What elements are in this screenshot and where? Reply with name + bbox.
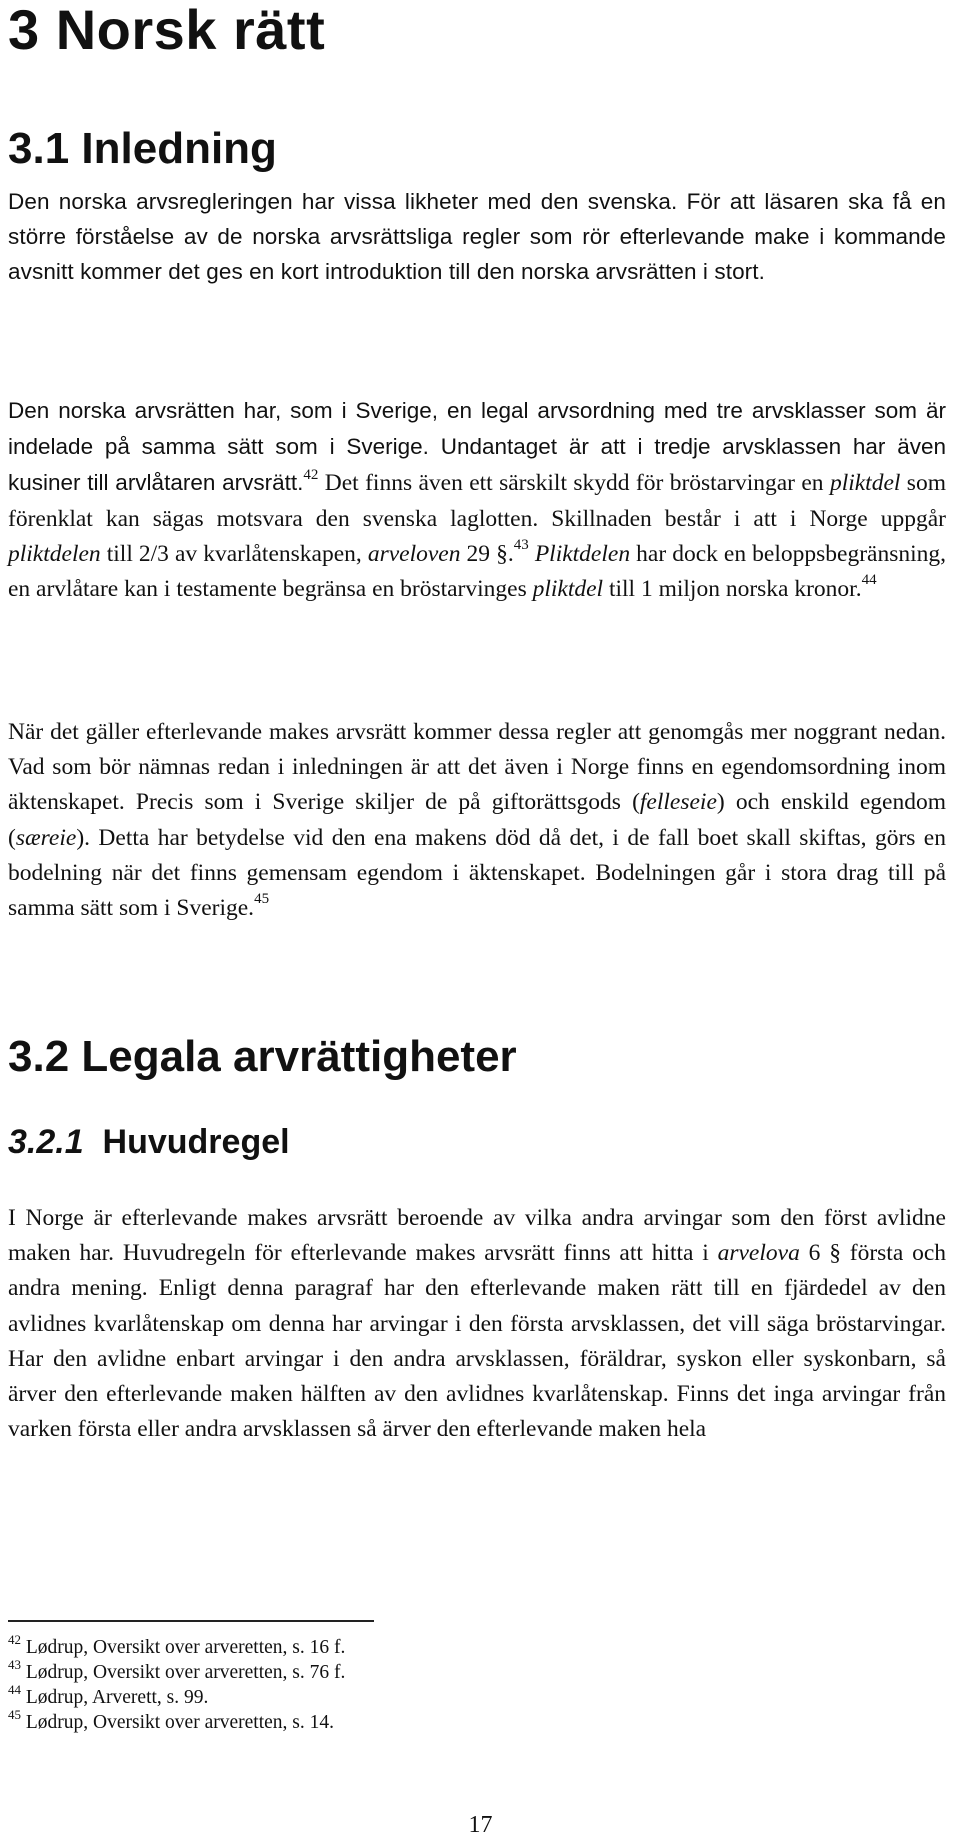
footnote-43 bbox=[8, 1656, 346, 1685]
paragraph-egendomsordning bbox=[8, 715, 946, 926]
footnote-number: 45 bbox=[8, 1706, 21, 1722]
italic-term: Pliktdelen bbox=[534, 540, 631, 567]
text-run: har dock en beloppsbegränsning, en arvlåtare kan i testamente begränsa en bröstarvinges bbox=[8, 540, 947, 603]
text-run: till 1 miljon norska kronor. bbox=[603, 576, 862, 603]
footnote-ref-43[interactable]: 43 bbox=[513, 536, 529, 553]
italic-term: pliktdelen bbox=[8, 540, 101, 567]
footnote-ref-44[interactable]: 44 bbox=[861, 572, 877, 589]
footnote-number: 44 bbox=[8, 1681, 21, 1697]
subsection-title: Huvudregel bbox=[102, 1123, 290, 1161]
footnote-number: 42 bbox=[8, 1631, 21, 1647]
paragraph-arvsordning bbox=[8, 393, 946, 607]
section-heading-3-2: 3.2 Legala arvrättigheter bbox=[8, 1032, 517, 1081]
footnote-44 bbox=[8, 1681, 209, 1710]
text-run: 29 §. bbox=[460, 540, 514, 567]
italic-term: felleseie bbox=[639, 789, 717, 816]
text-run: som förenklat kan sägas motsvara den svenska laglotten. bbox=[8, 470, 946, 532]
footnote-text: Lødrup, Oversikt over arveretten, s. 14. bbox=[25, 1712, 334, 1733]
footnote-divider bbox=[8, 1620, 374, 1622]
text-run: Den norska arvsrätten har, som i Sverige, en legal arvsordning med tre arvsklasser som är indelade på samma sätt som i Sverige. Undantaget är att i tredje arvsklassen har även kusiner till arvlåtaren arvsrätt. bbox=[8, 398, 946, 496]
italic-term: arvelova bbox=[717, 1240, 800, 1267]
text-run: Det finns även ett särskilt skydd för bröstarvingar en bbox=[318, 470, 830, 497]
subsection-heading-3-2-1 bbox=[8, 1122, 290, 1162]
document-page bbox=[8, 0, 953, 1846]
footnote-number: 43 bbox=[8, 1656, 21, 1672]
paragraph-huvudregel bbox=[8, 1201, 946, 1447]
section-heading-3-1: 3.1 Inledning bbox=[8, 124, 277, 173]
text-run: ) och enskild egendom ( bbox=[8, 789, 946, 851]
text-run: Skillnaden består i att i Norge uppgår bbox=[538, 505, 947, 532]
footnote-ref-45[interactable]: 45 bbox=[254, 891, 270, 908]
footnote-42 bbox=[8, 1631, 346, 1660]
footnote-text: Lødrup, Oversikt over arveretten, s. 16 f. bbox=[25, 1637, 346, 1658]
footnote-45 bbox=[8, 1706, 334, 1735]
footnote-text: Lødrup, Oversikt over arveretten, s. 76 f. bbox=[25, 1662, 346, 1683]
italic-term: særeie bbox=[15, 824, 77, 851]
italic-term: pliktdel bbox=[829, 470, 901, 497]
chapter-title: 3 Norsk rätt bbox=[8, 0, 326, 61]
italic-term: pliktdel bbox=[532, 576, 604, 603]
text-run: I Norge är efterlevande makes arvsrätt beroende av vilka andra arvingar som den först avlidne maken har. Huvudregeln för efterlevande makes arvsrätt finns att hitta i bbox=[8, 1205, 946, 1267]
text-run: till 2/3 av kvarlåtenskapen, bbox=[100, 540, 368, 567]
italic-term: arveloven bbox=[367, 540, 461, 567]
subsection-number: 3.2.1 bbox=[8, 1123, 84, 1161]
paragraph-intro: Den norska arvsregleringen har vissa likheter med den svenska. För att läsaren ska få en större förståelse av de norska arvsrättsliga regler som rör efterlevande make i kommande avsnitt kommer det ges en kort introduktion till den norska arvsrätten i stort. bbox=[8, 189, 946, 285]
footnote-ref-42[interactable]: 42 bbox=[303, 466, 319, 483]
text-run: ). Detta har betydelse vid den ena makens död då det, i de fall boet skall skiftas, görs en bodelning när det finns gemensam egendom i äktenskapet. Bodelningen går i stora drag till på samma sätt som i Sverige. bbox=[8, 824, 946, 922]
page-number: 17 bbox=[468, 1812, 493, 1838]
text-run: 6 § första och andra mening. Enligt denna paragraf har den efterlevande maken rätt till en fjärdedel av den avlidnes kvarlåtenskap om denna har arvingar i den första arvsklassen, det vill säga bröstarvingar. Har den avlidne enbart arvingar i den andra arvsklassen, föräldrar, syskon eller syskonbarn, så ärver den efterlevande maken hälften av den avlidnes kvarlåtenskap. Finns det inga arvingar från varken första eller andra arvsklassen så ärver den efterlevande maken hela bbox=[8, 1240, 946, 1443]
footnote-text: Lødrup, Arverett, s. 99. bbox=[25, 1687, 209, 1708]
text-run: När det gäller efterlevande makes arvsrätt kommer dessa regler att genomgås mer noggrant nedan. Vad som bör nämnas redan i inledningen är att det även i Norge finns en egendomsordning inom äktenskapet. Precis som i Sverige skiljer de på giftorättsgods ( bbox=[8, 719, 946, 816]
